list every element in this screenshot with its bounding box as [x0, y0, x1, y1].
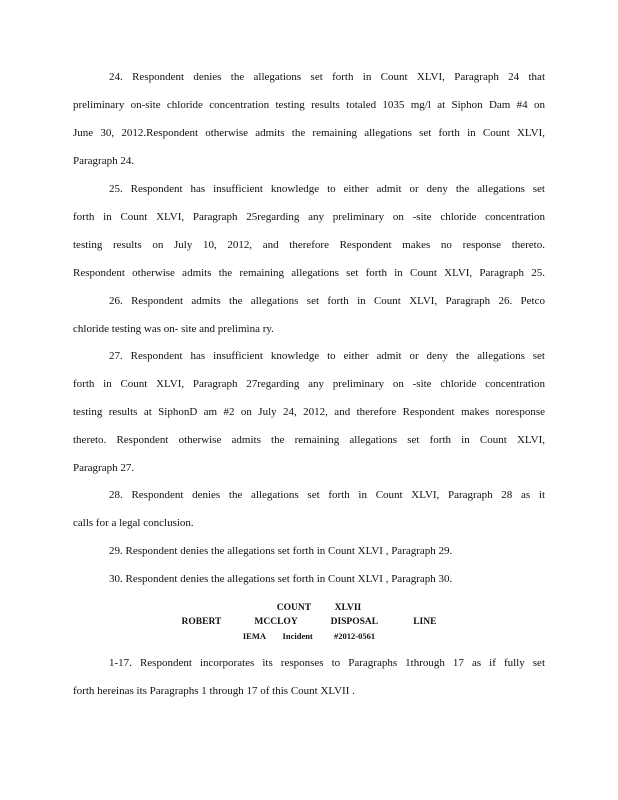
count-subject-text: ROBERT MCCLOY DISPOSAL LINE — [181, 617, 437, 627]
closing-paragraph-line-2: forth hereinas its Paragraphs 1 through 17 of this Count XLVII . — [73, 685, 355, 697]
paragraph-24-line-4: Paragraph 24. — [73, 155, 135, 167]
count-incident-text: IEMA Incident #2012-0561 — [242, 631, 376, 641]
count-incident — [0, 630, 618, 642]
paragraph-28-line-1: 28. Respondent denies the allegations set forth in Count XLVI, Paragraph 28 as it — [109, 489, 545, 501]
paragraph-30-line-1: 30. Respondent denies the allegations set forth in Count XLVI , Paragraph 30. — [109, 573, 453, 585]
paragraph-24-line-1: 24. Respondent denies the allegations set forth in Count XLVI, Paragraph 24 that — [109, 71, 545, 83]
count-title: COUNT XLVII — [276, 603, 362, 613]
paragraph-27-line-5: Paragraph 27. — [73, 462, 135, 474]
paragraph-25-line-3: testing results on July 10, 2012, and therefore Respondent makes no response thereto. — [73, 239, 545, 251]
paragraph-26-line-2: chloride testing was on- site and prelimina ry. — [73, 323, 274, 335]
count-heading — [0, 602, 618, 614]
paragraph-27-line-1: 27. Respondent has insufficient knowledge to either admit or deny the allegations set — [109, 350, 545, 362]
paragraph-27-line-3: testing results at SiphonD am #2 on July 24, 2012, and therefore Respondent makes noresponse — [73, 406, 545, 418]
paragraph-24-line-3: June 30, 2012.Respondent otherwise admits the remaining allegations set forth in Count XLVI, — [73, 127, 545, 139]
paragraph-25-line-4: Respondent otherwise admits the remaining allegations set forth in Count XLVI, Paragraph 25. — [73, 267, 545, 279]
paragraph-25-line-2: forth in Count XLVI, Paragraph 25regarding any preliminary on -site chloride concentration — [73, 211, 545, 223]
paragraph-29-line-1: 29. Respondent denies the allegations set forth in Count XLVI , Paragraph 29. — [109, 545, 453, 557]
paragraph-28-line-2: calls for a legal conclusion. — [73, 517, 194, 529]
count-subject — [0, 616, 618, 628]
paragraph-25-line-1: 25. Respondent has insufficient knowledge to either admit or deny the allegations set — [109, 183, 545, 195]
paragraph-24-line-2: preliminary on-site chloride concentration testing results totaled 1035 mg/l at Siphon Dam #4 on — [73, 99, 545, 111]
paragraph-27-line-4: thereto. Respondent otherwise admits the remaining allegations set forth in Count XLVI, — [73, 434, 545, 446]
paragraph-27-line-2: forth in Count XLVI, Paragraph 27regarding any preliminary on -site chloride concentration — [73, 378, 545, 390]
paragraph-26-line-1: 26. Respondent admits the allegations set forth in Count XLVI, Paragraph 26. Petco — [109, 295, 545, 307]
closing-paragraph-line-1: 1-17. Respondent incorporates its responses to Paragraphs 1through 17 as if fully set — [109, 657, 545, 669]
